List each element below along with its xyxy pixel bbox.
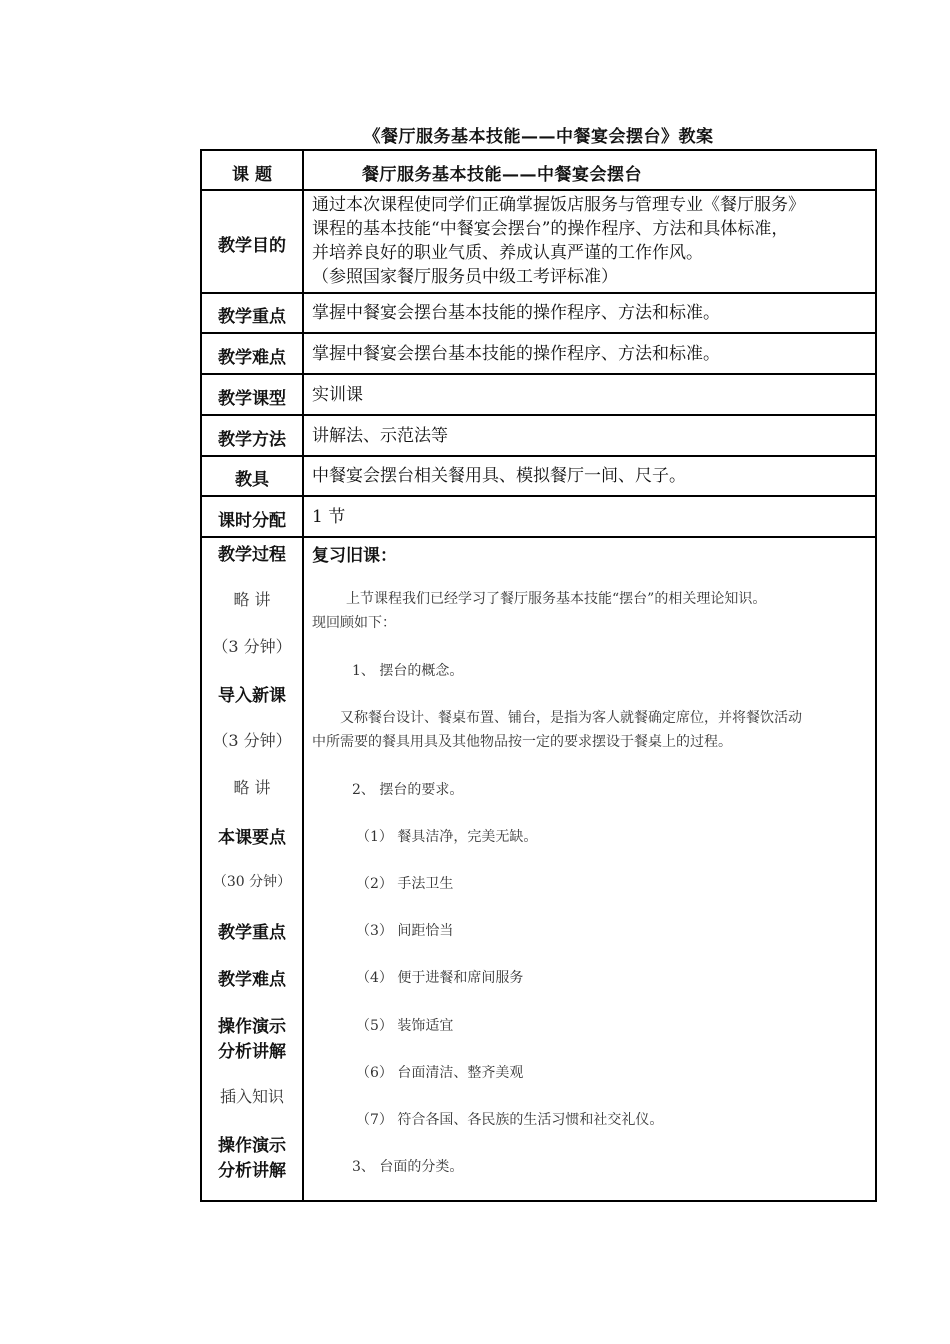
objective-text xyxy=(312,193,867,289)
requirement-item: （4） 便于进餐和席间服务 xyxy=(356,970,524,986)
requirement-item: （2） 手法卫生 xyxy=(356,876,454,892)
process-duration: （30 分钟） xyxy=(212,874,292,890)
row-divider xyxy=(202,373,875,375)
requirement-item: （1） 餐具洁净，完美无缺。 xyxy=(356,829,538,845)
process-duration: （3 分钟） xyxy=(212,637,292,656)
document-title: 《餐厅服务基本技能——中餐宴会摆台》教案 xyxy=(363,127,714,147)
tools-label: 教具 xyxy=(235,470,269,490)
objective-line: （参照国家餐厅服务员中级工考评标准） xyxy=(312,267,618,287)
row-divider xyxy=(202,414,875,416)
objective-line: 并培养良好的职业气质、养成认真严谨的工作作风。 xyxy=(312,243,703,263)
process-step-label: 插入知识 xyxy=(219,1087,284,1106)
objective-line: 通过本次课程使同学们正确掌握饭店服务与管理专业《餐厅服务》 xyxy=(312,195,805,215)
objective-label: 教学目的 xyxy=(218,236,286,256)
process-step-label: 导入新课 xyxy=(218,686,286,706)
process-step-label: 分析讲解 xyxy=(218,1161,286,1181)
row-divider xyxy=(202,189,875,191)
key-point-label: 教学重点 xyxy=(218,307,286,327)
requirement-item: （6） 台面清洁、整齐美观 xyxy=(356,1065,524,1081)
review-heading: 复习旧课： xyxy=(312,546,397,566)
hours-value: 1 节 xyxy=(312,507,346,527)
row-divider xyxy=(202,332,875,334)
process-duration: （3 分钟） xyxy=(212,731,292,750)
column-divider xyxy=(302,151,304,1200)
process-step-label: 略 讲 xyxy=(233,778,271,797)
hours-label: 课时分配 xyxy=(218,511,286,531)
difficulty-value: 掌握中餐宴会摆台基本技能的操作程序、方法和标准。 xyxy=(312,344,720,364)
requirement-item: （5） 装饰适宜 xyxy=(356,1018,454,1034)
method-value: 讲解法、示范法等 xyxy=(312,426,448,446)
topic-label: 课 题 xyxy=(232,165,272,185)
table-types-heading: 3、 台面的分类。 xyxy=(352,1159,464,1175)
row-divider xyxy=(202,495,875,497)
requirements-heading: 2、 摆台的要求。 xyxy=(352,782,464,798)
concept-heading: 1、 摆台的概念。 xyxy=(352,663,464,679)
topic-value: 餐厅服务基本技能——中餐宴会摆台 xyxy=(362,165,642,185)
process-step-label: 操作演示 xyxy=(218,1136,286,1156)
requirement-item: （7） 符合各国、各民族的生活习惯和社交礼仪。 xyxy=(356,1112,664,1128)
process-step-label: 分析讲解 xyxy=(218,1042,286,1062)
method-label: 教学方法 xyxy=(218,430,286,450)
lesson-plan-table xyxy=(200,149,877,1202)
process-step-label: 教学难点 xyxy=(218,970,286,990)
row-divider xyxy=(202,292,875,294)
course-type-value: 实训课 xyxy=(312,385,363,405)
row-divider xyxy=(202,455,875,457)
process-label: 教学过程 xyxy=(218,545,286,565)
objective-line: 课程的基本技能“中餐宴会摆台”的操作程序、方法和具体标准， xyxy=(312,219,789,239)
course-type-label: 教学课型 xyxy=(218,389,286,409)
intro-line: 上节课程我们已经学习了餐厅服务基本技能“摆台”的相关理论知识。 xyxy=(346,591,767,607)
process-step-label: 本课要点 xyxy=(218,828,286,848)
difficulty-label: 教学难点 xyxy=(218,348,286,368)
requirement-item: （3） 间距恰当 xyxy=(356,923,454,939)
key-point-value: 掌握中餐宴会摆台基本技能的操作程序、方法和标准。 xyxy=(312,303,720,323)
process-step-label: 操作演示 xyxy=(218,1017,286,1037)
intro-line: 现回顾如下： xyxy=(312,615,396,631)
definition-line: 又称餐台设计、餐桌布置、铺台，是指为客人就餐确定席位，并将餐饮活动 xyxy=(340,710,802,726)
definition-line: 中所需要的餐具用具及其他物品按一定的要求摆设于餐桌上的过程。 xyxy=(312,734,732,750)
tools-value: 中餐宴会摆台相关餐用具、模拟餐厅一间、尺子。 xyxy=(312,466,686,486)
process-step-label: 教学重点 xyxy=(218,923,286,943)
row-divider xyxy=(202,536,875,538)
process-step-label: 略 讲 xyxy=(233,590,271,609)
